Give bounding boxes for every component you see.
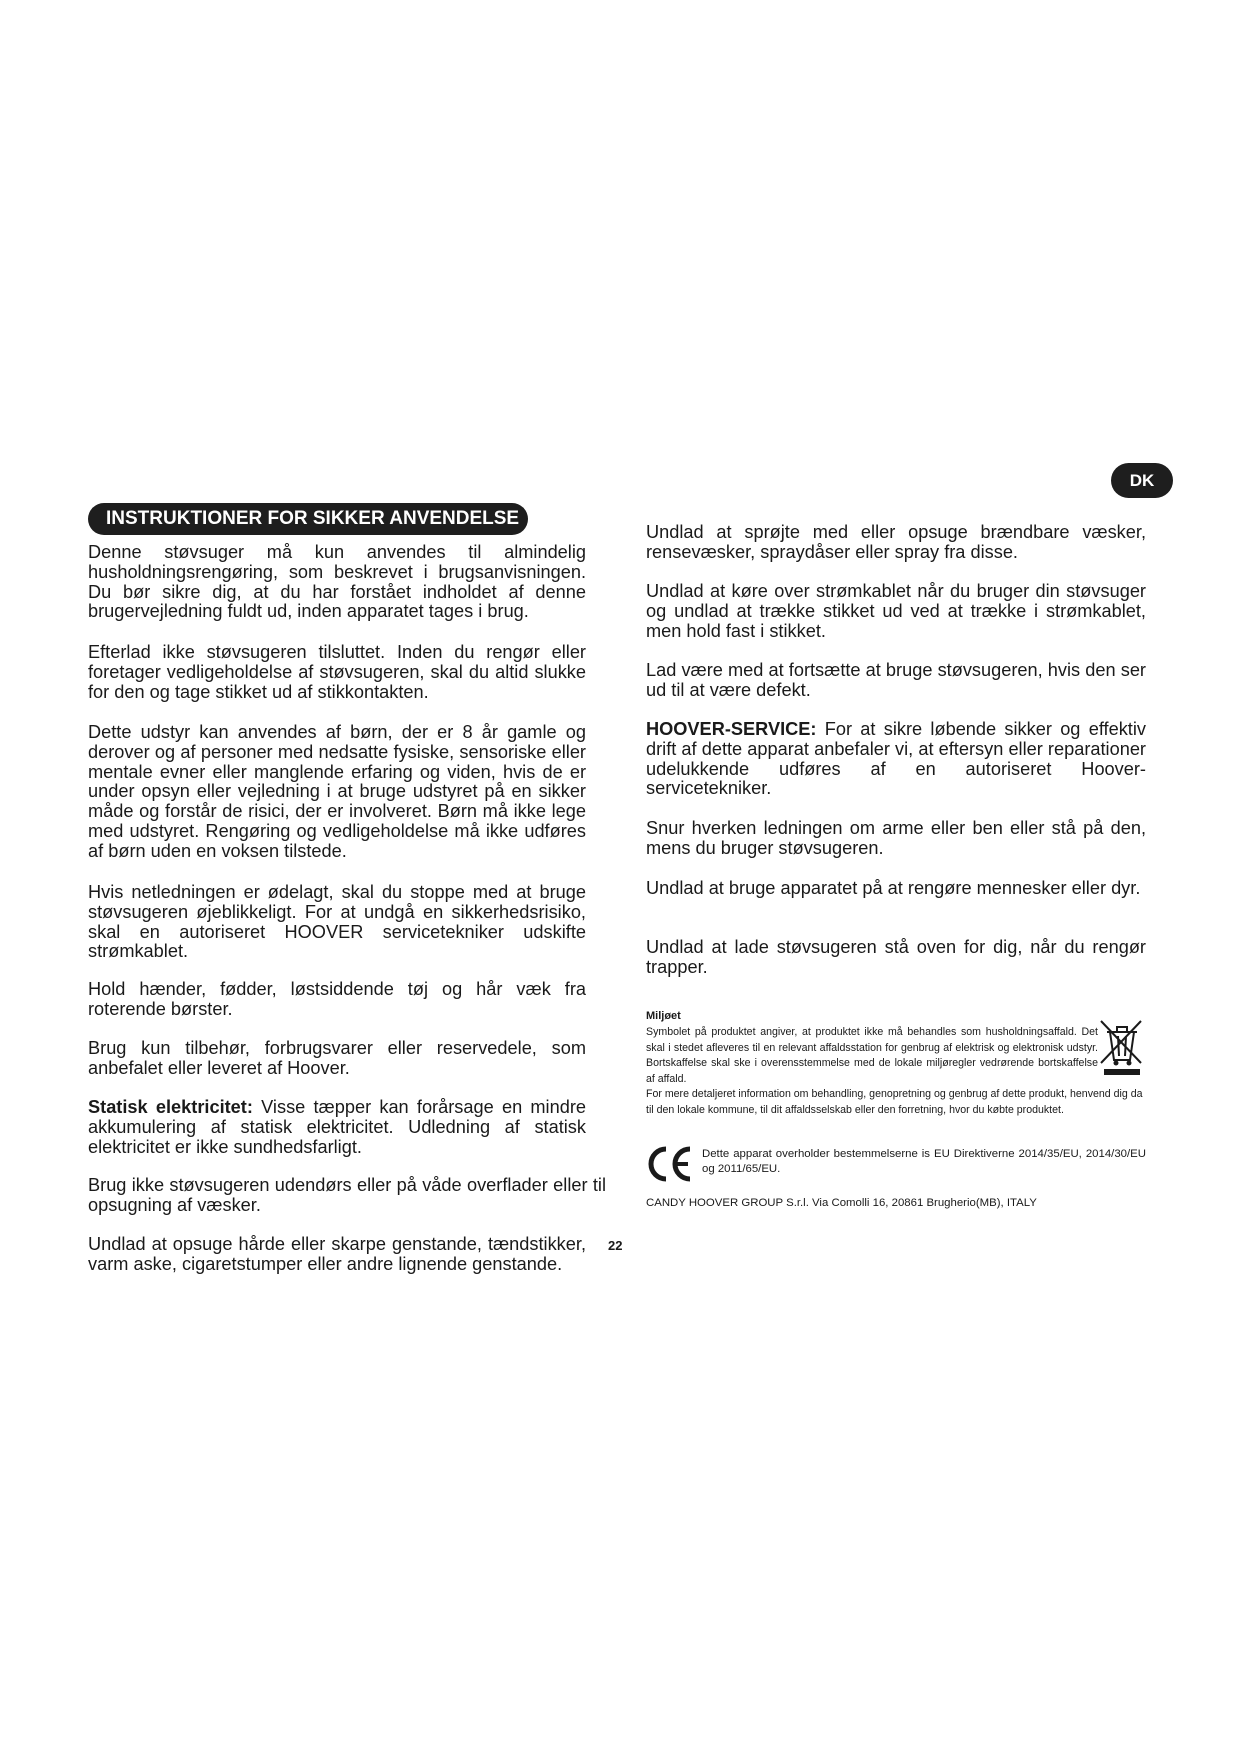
paragraph: Brug kun tilbehør, forbrugsvarer eller reservedele, som anbefalet eller leveret af Hoover.: [88, 1038, 586, 1078]
environment-title: Miljøet: [646, 1010, 681, 1022]
paragraph: Undlad at sprøjte med eller opsuge brændbare væsker, rensevæsker, spraydåser eller spray fra disse.: [646, 522, 1146, 562]
paragraph: Undlad at køre over strømkablet når du bruger din støvsuger og undlad at trække stikket ud ved at trække i strømkablet, men hold fast i stikket.: [646, 581, 1146, 641]
bold-lead: Statisk elektricitet:: [88, 1097, 253, 1117]
section-heading: INSTRUKTIONER FOR SIKKER ANVENDELSE: [88, 503, 528, 535]
paragraph-text: For at sikre løbende sikker og effektiv drift af dette apparat anbefaler vi, at eftersyn eller reparationer udelukkende udføres af en autoriseret Hoover-servicetekniker.: [646, 719, 1146, 799]
paragraph: Denne støvsuger må kun anvendes til almindelig husholdningsrengøring, som beskrevet i brugsanvisningen. Du bør sikre dig, at du har forstået indholdet af denne brugervejledning fuldt ud, inden apparatet tages i brug.: [88, 542, 586, 622]
paragraph: Undlad at lade støvsugeren stå oven for dig, når du rengør trapper.: [646, 937, 1146, 977]
paragraph: Undlad at opsuge hårde eller skarpe genstande, tændstikker, varm aske, cigaretstumper eller andre lignende genstande.: [88, 1234, 586, 1274]
ce-mark-icon: [646, 1145, 696, 1183]
ce-compliance-text: Dette apparat overholder bestemmelserne is EU Direktiverne 2014/35/EU, 2014/30/EU og 2011/65/EU.: [702, 1148, 1146, 1176]
environment-text-more: For mere detaljeret information om behandling, genopretning og genbrug af dette produkt, henvend dig da til den lokale kommune, til dit affaldsselskab eller den forretning, hvor du købte produktet.: [646, 1088, 1143, 1116]
paragraph: Brug ikke støvsugeren udendørs eller på våde overflader eller til opsugning af væsker.: [88, 1175, 606, 1215]
paragraph-text: Visse tæpper kan forårsage en mindre akkumulering af statisk elektricitet. Udledning af statisk elektricitet er ikke sundhedsfarligt.: [88, 1097, 586, 1157]
bold-lead: HOOVER-SERVICE:: [646, 719, 817, 739]
paragraph: Hvis netledningen er ødelagt, skal du stoppe med at bruge støvsugeren øjeblikkeligt. For at undgå en sikkerhedsrisiko, skal en autoriseret HOOVER servicetekniker udskifte strømkablet.: [88, 882, 586, 962]
paragraph: Efterlad ikke støvsugeren tilsluttet. Inden du rengør eller foretager vedligeholdelse af støvsugeren, skal du altid slukke for den og tage stikket ud af stikkontakten.: [88, 642, 586, 702]
paragraph: Hold hænder, fødder, løstsiddende tøj og hår væk fra roterende børster.: [88, 979, 586, 1019]
page-number: 22: [608, 1238, 623, 1253]
language-badge: DK: [1111, 463, 1173, 498]
paragraph: Undlad at bruge apparatet på at rengøre mennesker eller dyr.: [646, 878, 1141, 898]
environment-text: Symbolet på produktet angiver, at produktet ikke må behandles som husholdningsaffald. Det skal i stedet afleveres til en relevant affaldsstation for genbrug af elektrisk og elektronisk udstyr. Bortskaffelse skal ske i overensstemmelse med de lokale miljøregler vedrørende bortskaffelse af affald.: [646, 1026, 1098, 1085]
paragraph-hoover-service: [646, 720, 1146, 799]
paragraph: Dette udstyr kan anvendes af børn, der er 8 år gamle og derover og af personer med nedsatte fysiske, sensoriske eller mentale evner eller manglende erfaring og viden, hvis de er under opsyn eller vejledning i at bruge udstyret på en sikker måde og forstår de risici, der er involveret. Børn må ikke lege med udstyret. Rengøring og vedligeholdelse må ikke udføres af børn uden en voksen tilstede.: [88, 722, 586, 861]
paragraph-static-electricity: [88, 1098, 586, 1157]
company-address: CANDY HOOVER GROUP S.r.l. Via Comolli 16, 20861 Brugherio(MB), ITALY: [646, 1197, 1037, 1209]
paragraph: Snur hverken ledningen om arme eller ben eller stå på den, mens du bruger støvsugeren.: [646, 818, 1146, 858]
crossed-out-bin-icon: [1098, 1018, 1144, 1078]
paragraph: Lad være med at fortsætte at bruge støvsugeren, hvis den ser ud til at være defekt.: [646, 660, 1146, 700]
